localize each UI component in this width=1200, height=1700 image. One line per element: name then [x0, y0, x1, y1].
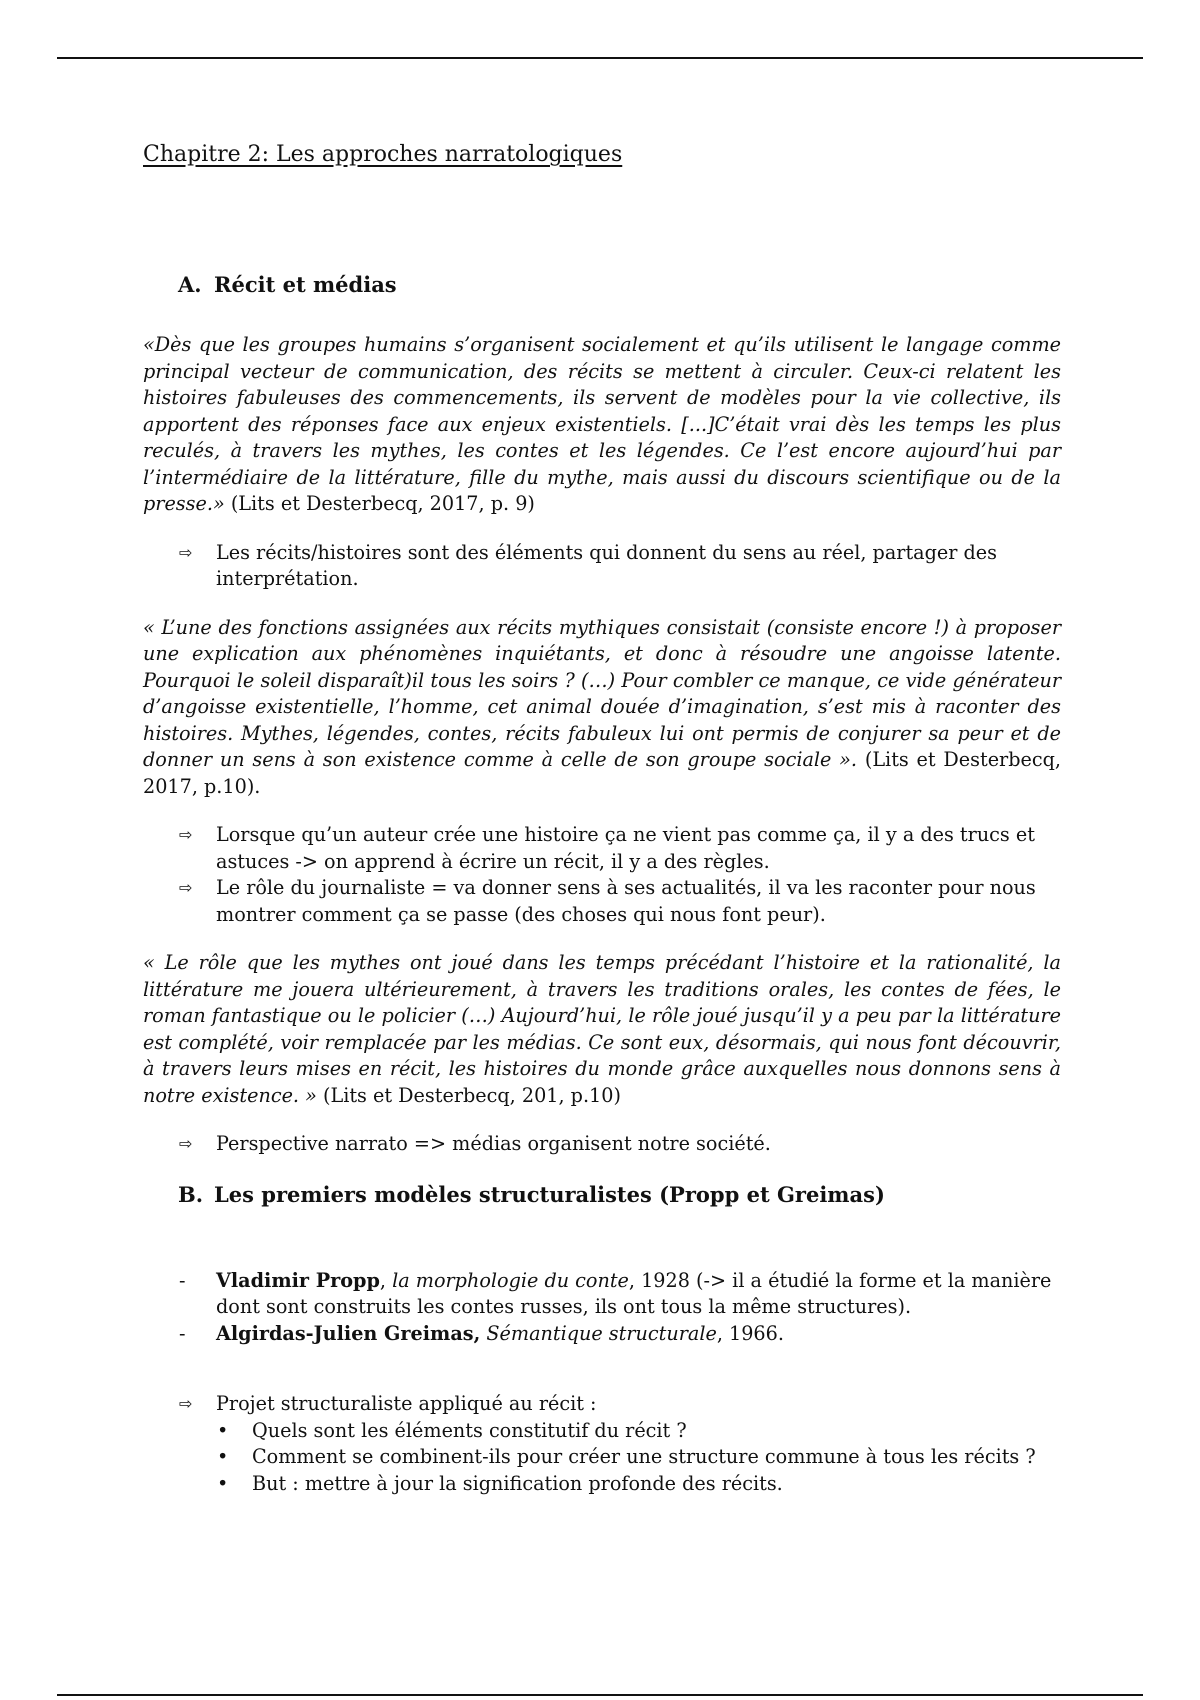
- section-a-title: Récit et médias: [214, 272, 397, 297]
- arrow-item: [143, 1131, 1061, 1158]
- bullet-dot-icon: •: [217, 1418, 229, 1442]
- bottom-rule: [57, 1694, 1143, 1696]
- dash-bullet: -: [179, 1321, 186, 1345]
- section-b-heading: [143, 1180, 1061, 1210]
- project-label: Projet structuraliste appliqué au récit :: [216, 1392, 597, 1415]
- arrow-list-4: [143, 1391, 1061, 1418]
- author-item-greimas: [143, 1321, 1061, 1348]
- work-title: Sémantique structurale: [486, 1321, 717, 1345]
- arrow-right-icon: ⇨: [179, 1394, 193, 1413]
- author-item-propp: [143, 1268, 1061, 1321]
- arrow-list-1: [143, 540, 1061, 593]
- arrow-right-icon: ⇨: [179, 878, 193, 897]
- arrow-list-3: [143, 1131, 1061, 1158]
- arrow-item-text: Lorsque qu’un auteur crée une histoire ça ne vient pas comme ça, il y a des trucs et astuces -> on apprend à écrire un récit, il y a des règles.: [216, 823, 1035, 873]
- author-name: Vladimir Propp: [216, 1268, 380, 1292]
- quote-2: [143, 615, 1061, 801]
- bullet-dot-icon: •: [217, 1445, 229, 1468]
- bullet-text: Comment se combinent-ils pour créer une structure commune à tous les récits ?: [252, 1445, 1036, 1468]
- quote-1-citation: (Lits et Desterbecq, 2017, p. 9): [230, 492, 535, 515]
- author-name: Algirdas-Julien Greimas,: [216, 1321, 481, 1345]
- author-list: [143, 1268, 1061, 1348]
- quote-3: [143, 950, 1061, 1109]
- section-a-letter: A.: [178, 272, 202, 297]
- bullet-item: [143, 1444, 1061, 1471]
- arrow-item-text: Perspective narrato => médias organisent notre société.: [216, 1132, 771, 1155]
- arrow-right-icon: ⇨: [179, 542, 193, 562]
- work-details: , 1966.: [716, 1321, 784, 1345]
- quote-2-text: « L’une des fonctions assignées aux récits mythiques consistait (consiste encore !) à proposer une explication aux phénomènes inquiétants, et donc à résoudre une angoisse latente. Pourquoi le soleil disparaît)il tous les soirs ? (…) Pour combler ce manque, ce vide générateur d’angoisse existentielle, l’homme, cet animal douée d’imagination, s’est mis à raconter des histoires. Mythes, légendes, contes, récits fabuleux lui ont permis de conjurer sa peur et de donner un sens à son existence comme à celle de son groupe sociale ».: [143, 615, 1061, 771]
- arrow-item: [143, 540, 1061, 593]
- section-b-title: Les premiers modèles structuralistes (Propp et Greimas): [214, 1181, 885, 1207]
- chapter-title: Chapitre 2: Les approches narratologiques: [143, 142, 623, 167]
- work-details: , 1928 (-> il a étudié la forme et la manière dont sont construits les contes russes, ils ont tous la même structures).: [216, 1268, 1052, 1318]
- arrow-item: [143, 875, 1061, 928]
- work-title: la morphologie du conte: [392, 1268, 629, 1292]
- bullet-text: But : mettre à jour la signification profonde des récits.: [252, 1471, 783, 1495]
- quote-3-citation: (Lits et Desterbecq, 201, p.10): [322, 1083, 621, 1107]
- bullet-list: [143, 1418, 1061, 1498]
- bullet-item: [143, 1471, 1061, 1498]
- quote-2-citation: (Lits et Desterbecq, 2017, p.10).: [143, 748, 1061, 798]
- arrow-item-text: Le rôle du journaliste = va donner sens à ses actualités, il va les raconter pour nous montrer comment ça se passe (des choses qui nous font peur).: [216, 876, 1036, 926]
- arrow-item: [143, 822, 1061, 875]
- arrow-item: [143, 1391, 1061, 1418]
- top-rule: [57, 57, 1143, 59]
- arrow-right-icon: ⇨: [179, 1134, 193, 1153]
- bullet-text: Quels sont les éléments constitutif du récit ?: [252, 1418, 687, 1442]
- quote-1: [143, 332, 1061, 518]
- dash-bullet: -: [179, 1268, 186, 1292]
- section-a-heading: [143, 270, 1061, 300]
- arrow-list-2: [143, 822, 1061, 928]
- bullet-item: [143, 1418, 1061, 1445]
- arrow-right-icon: ⇨: [179, 825, 193, 844]
- quote-1-text: «Dès que les groupes humains s’organisent socialement et qu’ils utilisent le langage comme principal vecteur de communication, des récits se mettent à circuler. Ceux-ci relatent les histoires fabuleuses des commencements, ils servent de modèles pour la vie collective, ils apportent des réponses face aux enjeux existentiels. [...]C’était vrai dès les temps les plus reculés, à travers les mythes, les contes et les légendes. Ce l’est encore aujourd’hui par l’intermédiaire de la littérature, fille du mythe, mais aussi du discours scientifique ou de la presse.»: [143, 333, 1061, 515]
- author-sep: ,: [379, 1268, 386, 1292]
- quote-3-text: « Le rôle que les mythes ont joué dans les temps précédant l’histoire et la rationalité, la littérature me jouera ultérieurement, à travers les traditions orales, les contes de fées, le roman fantastique ou le policier (…) Aujourd’hui, le rôle joué jusqu’il y a peu par la littérature est complété, voir remplacée par les médias. Ce sont eux, désormais, qui nous font découvrir, à travers leurs mises en récit, les histoires du monde grâce auxquelles nous donnons sens à notre existence. »: [143, 951, 1061, 1107]
- document-page: [143, 140, 1061, 1497]
- arrow-item-text: Les récits/histoires sont des éléments qui donnent du sens au réel, partager des interprétation.: [216, 540, 997, 590]
- bullet-dot-icon: •: [217, 1471, 229, 1495]
- section-b-letter: B.: [178, 1181, 204, 1207]
